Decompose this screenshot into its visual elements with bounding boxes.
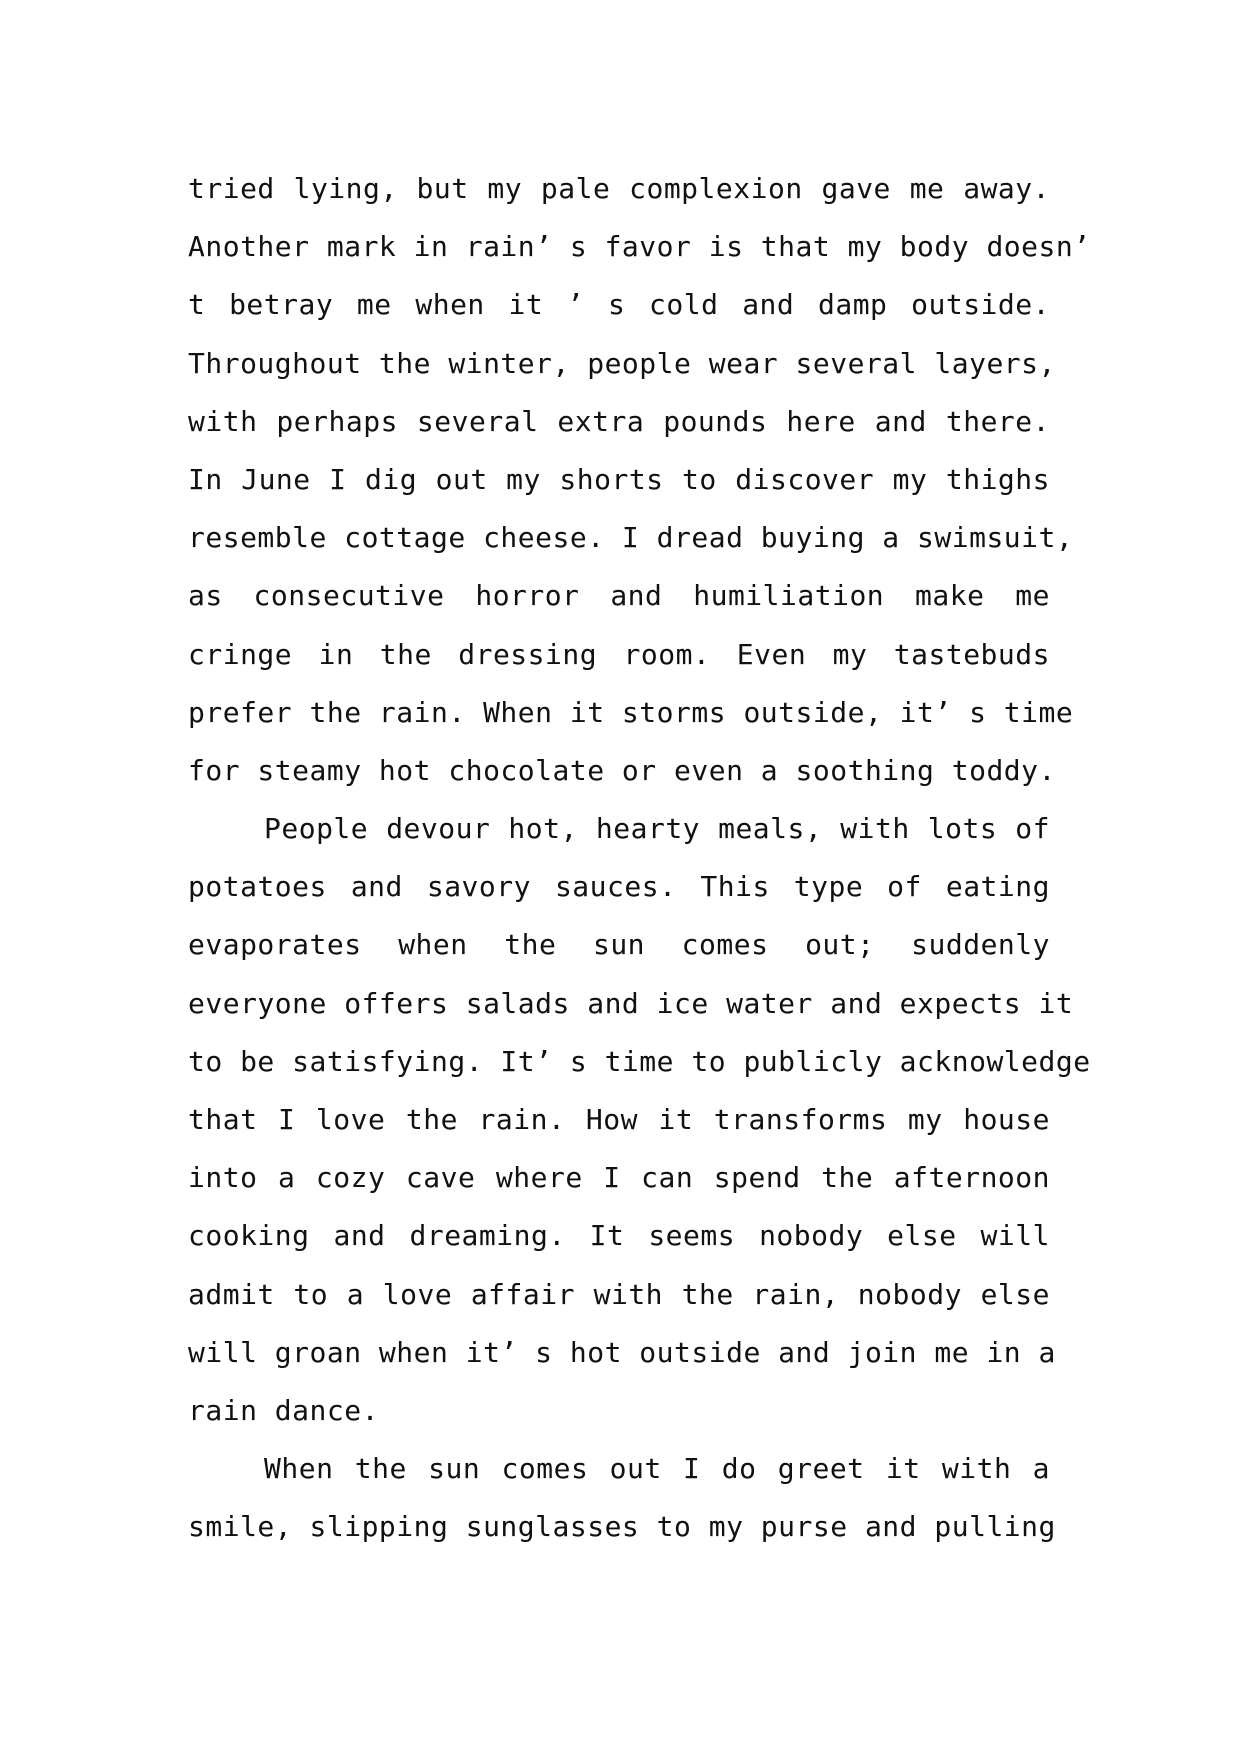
text-line: cooking and dreaming. It seems nobody else will — [188, 1219, 1050, 1253]
text-line: evaporates when the sun comes out; suddenly — [188, 928, 1050, 962]
text-line: will groan when it’ s hot outside and join me in a — [188, 1335, 1056, 1369]
text-line: to be satisfying. It’ s time to publicly acknowledge — [188, 1044, 1091, 1078]
text-line: potatoes and savory sauces. This type of eating — [188, 870, 1050, 904]
text-line: with perhaps several extra pounds here and there. — [188, 404, 1050, 438]
text-line: everyone offers salads and ice water and expects it — [188, 986, 1074, 1020]
paragraph-first-line: People devour hot, hearty meals, with lots of — [264, 812, 1050, 846]
paragraph-first-line: When the sun comes out I do greet it with a — [264, 1452, 1050, 1486]
text-line: resemble cottage cheese. I dread buying a swimsuit, — [188, 521, 1074, 555]
text-line: Throughout the winter, people wear several layers, — [188, 346, 1056, 380]
text-line: smile, slipping sunglasses to my purse and pulling — [188, 1510, 1056, 1544]
text-line: tried lying, but my pale complexion gave me away. — [188, 172, 1050, 205]
text-line: t betray me when it ’ s cold and damp outside. — [188, 288, 1050, 322]
text-line: that I love the rain. How it transforms my house — [188, 1103, 1050, 1136]
text-line: cringe in the dressing room. Even my tastebuds — [188, 637, 1050, 671]
text-line: prefer the rain. When it storms outside, it’ s time — [188, 695, 1074, 729]
text-line: for steamy hot chocolate or even a soothing toddy. — [188, 753, 1056, 787]
text-line: as consecutive horror and humiliation make me — [188, 579, 1050, 613]
body-text — [188, 160, 1091, 1557]
text-line: rain dance. — [188, 1393, 379, 1427]
text-line: into a cozy cave where I can spend the afternoon — [188, 1161, 1050, 1195]
text-line: In June I dig out my shorts to discover my thighs — [188, 462, 1050, 496]
text-line: admit to a love affair with the rain, nobody else — [188, 1277, 1050, 1311]
text-line: Another mark in rain’ s favor is that my body doesn’ — [188, 230, 1091, 264]
